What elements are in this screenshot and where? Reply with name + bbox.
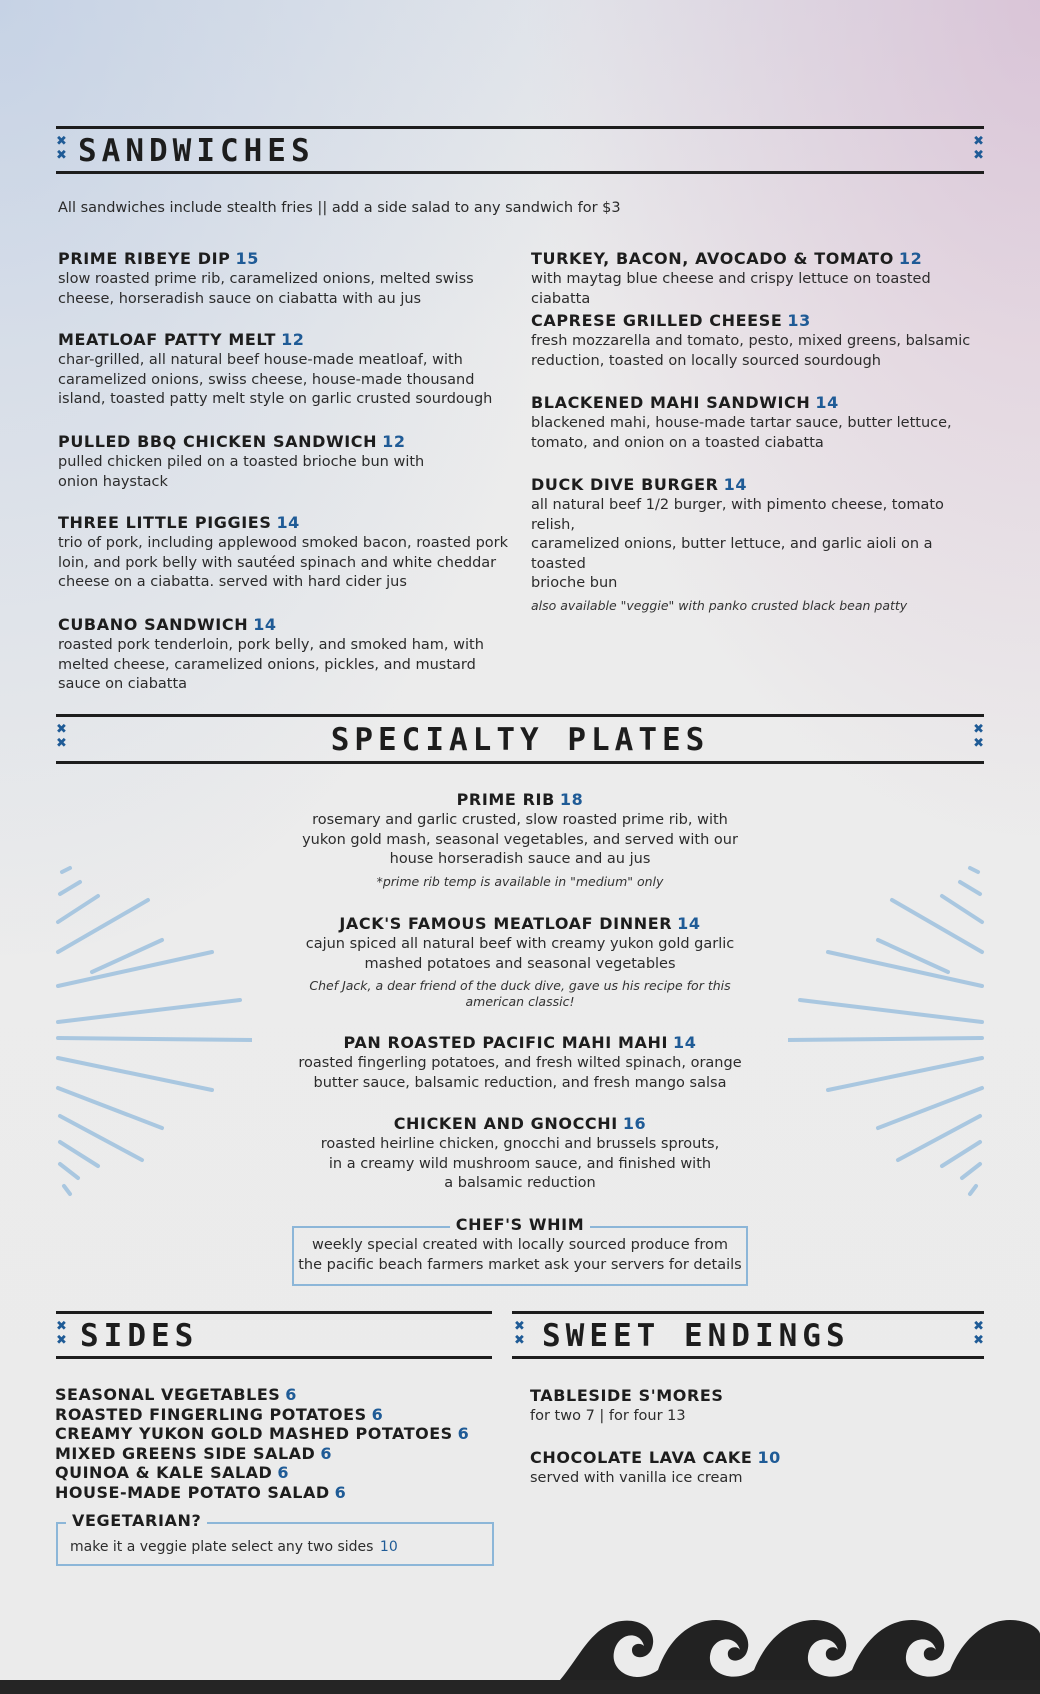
- item-name: [260, 1113, 780, 1134]
- menu-item: [260, 789, 780, 890]
- side-name: CREAMY YUKON GOLD MASHED POTATOES: [55, 1424, 453, 1443]
- item-note-line: american classic!: [465, 994, 575, 1009]
- item-desc-line: cajun spiced all natural beef with creamy yukon gold garlic: [305, 936, 735, 952]
- item-note: [260, 874, 780, 890]
- item-desc: [58, 636, 518, 695]
- item-desc-line: reduction, toasted on locally sourced sourdough: [531, 352, 881, 369]
- item-desc: [58, 453, 518, 492]
- item-price: 10: [757, 1448, 781, 1467]
- item-desc: [58, 351, 518, 410]
- item-desc-line: char-grilled, all natural beef house-made meatloaf, with: [58, 352, 463, 368]
- item-price: 12: [898, 249, 923, 268]
- side-name: ROASTED FINGERLING POTATOES: [55, 1404, 367, 1424]
- item-price: 14: [253, 615, 277, 634]
- item-desc-line: blackened mahi, house-made tartar sauce, butter lettuce,: [531, 415, 952, 431]
- menu-item: [58, 512, 518, 593]
- vegetarian-desc: make it a veggie plate select any two sides 10: [70, 1539, 398, 1555]
- item-name: [260, 913, 780, 934]
- menu-item: [58, 329, 518, 410]
- item-desc: [58, 270, 518, 309]
- item-title: TABLESIDE S'MORES: [530, 1386, 724, 1405]
- vegetarian-label: VEGETARIAN?: [66, 1511, 207, 1530]
- item-desc-line: all natural beef 1/2 burger, with pimento cheese, tomato relish,: [531, 497, 944, 533]
- menu-item: [531, 474, 991, 614]
- item-note-line: *prime rib temp is available in "medium" only: [376, 873, 664, 889]
- side-item: [55, 1405, 469, 1425]
- side-price: 6: [320, 1443, 332, 1463]
- item-name: [530, 1385, 970, 1406]
- item-title: PRIME RIBEYE DIP: [58, 249, 231, 268]
- item-desc: [531, 414, 991, 453]
- side-name: HOUSE-MADE POTATO SALAD: [55, 1482, 330, 1502]
- item-price: 14: [673, 1033, 697, 1052]
- menu-item: [58, 248, 518, 309]
- chefs-whim-box: [292, 1215, 748, 1286]
- item-desc-line: with maytag blue cheese and crispy lettuce on toasted ciabatta: [531, 271, 931, 307]
- item-desc: [531, 332, 991, 371]
- item-desc-line: mashed potatoes and seasonal vegetables: [364, 955, 676, 972]
- item-price: 14: [723, 475, 748, 494]
- menu-item: [530, 1447, 970, 1489]
- item-name: [58, 614, 518, 635]
- item-price: 12: [281, 330, 305, 349]
- menu-item: [531, 248, 991, 309]
- item-title: PAN ROASTED PACIFIC MAHI MAHI: [343, 1033, 669, 1052]
- item-desc-line: caramelized onions, swiss cheese, house-made thousand: [58, 371, 475, 388]
- item-desc-line: cheese on a ciabatta. served with hard cider jus: [58, 574, 407, 590]
- item-desc: served with vanilla ice cream: [530, 1470, 743, 1486]
- item-desc-line: rosemary and garlic crusted, slow roasted prime rib, with: [312, 812, 728, 828]
- side-name: MIXED GREENS SIDE SALAD: [55, 1443, 316, 1463]
- item-title: TURKEY, BACON, AVOCADO & TOMATO: [531, 249, 894, 268]
- item-desc-line: sauce on ciabatta: [58, 676, 188, 692]
- item-desc-line: fresh mozzarella and tomato, pesto, mixed greens, balsamic: [531, 333, 971, 349]
- item-desc: [260, 1135, 780, 1194]
- item-name: [530, 1447, 970, 1468]
- x-marks-icon: ✖ ✖: [973, 722, 984, 751]
- item-title: BLACKENED MAHI SANDWICH: [531, 393, 811, 412]
- menu-item: [260, 1032, 780, 1093]
- item-name: [58, 512, 518, 533]
- item-title: DUCK DIVE BURGER: [531, 475, 719, 494]
- side-item: [55, 1444, 469, 1464]
- item-title: CHICKEN AND GNOCCHI: [393, 1114, 618, 1133]
- item-desc-line: melted cheese, caramelized onions, pickles, and mustard: [58, 656, 476, 673]
- chefs-whim-desc: weekly special created with locally sourced produce from the pacific beach farmers market ask your servers for details: [298, 1237, 742, 1273]
- item-desc-line: onion haystack: [58, 473, 168, 490]
- menu-item: [260, 913, 780, 1010]
- side-price: 6: [285, 1385, 297, 1404]
- item-desc-line: a balsamic reduction: [444, 1175, 596, 1191]
- side-name: SEASONAL VEGETABLES: [55, 1385, 281, 1404]
- side-item: [55, 1385, 469, 1405]
- menu-item: [530, 1385, 970, 1427]
- bottom-strip: [0, 1680, 1040, 1694]
- item-note: also available "veggie" with panko crusted black bean patty: [531, 597, 908, 613]
- side-price: 6: [371, 1404, 384, 1424]
- item-desc-line: butter sauce, balsamic reduction, and fresh mango salsa: [313, 1074, 727, 1091]
- item-note-line: Chef Jack, a dear friend of the duck dive, gave us his recipe for this: [309, 978, 731, 993]
- x-marks-icon: ✖ ✖: [56, 1319, 67, 1348]
- item-desc: [260, 935, 780, 974]
- item-desc-line: cheese, horseradish sauce on ciabatta with au jus: [58, 290, 422, 307]
- sides-list: [55, 1385, 469, 1502]
- item-name: [260, 789, 780, 810]
- item-desc-line: tomato, and onion on a toasted ciabatta: [531, 434, 824, 451]
- item-desc-line: brioche bun: [531, 575, 618, 591]
- burst-right-icon: [788, 860, 988, 1200]
- item-name: [531, 392, 991, 413]
- section-title-specialty: SPECIALTY PLATES: [330, 722, 710, 758]
- item-desc-line: caramelized onions, butter lettuce, and garlic aioli on a toasted: [531, 536, 933, 572]
- x-marks-icon: ✖ ✖: [56, 722, 67, 751]
- menu-item: [58, 431, 518, 492]
- item-desc: [260, 1054, 780, 1093]
- item-desc-line: trio of pork, including applewood smoked bacon, roasted pork: [58, 535, 509, 551]
- item-desc-line: in a creamy wild mushroom sauce, and finished with: [328, 1155, 712, 1172]
- x-marks-icon: ✖ ✖: [514, 1319, 525, 1348]
- item-price: 16: [622, 1114, 647, 1133]
- menu-item: [58, 614, 518, 695]
- item-desc-line: slow roasted prime rib, caramelized onions, melted swiss: [58, 271, 474, 287]
- item-title: PRIME RIB: [456, 790, 555, 809]
- item-price: 12: [382, 432, 406, 451]
- side-price: 6: [457, 1424, 470, 1443]
- side-price: 6: [334, 1482, 347, 1502]
- section-title-sides: SIDES: [80, 1318, 199, 1354]
- item-desc: [531, 270, 991, 309]
- vegetarian-price: 10: [379, 1539, 398, 1555]
- item-desc: for two 7 | for four 13: [530, 1408, 686, 1424]
- item-title: JACK'S FAMOUS MEATLOAF DINNER: [339, 914, 673, 933]
- menu-item: [531, 310, 991, 371]
- x-marks-icon: ✖ ✖: [56, 134, 67, 163]
- item-title: CAPRESE GRILLED CHEESE: [531, 311, 783, 330]
- item-name: [58, 431, 518, 452]
- item-price: 13: [787, 311, 811, 330]
- side-price: 6: [277, 1463, 289, 1482]
- item-name: [531, 474, 991, 495]
- item-title: CHOCOLATE LAVA CAKE: [530, 1448, 753, 1467]
- vegetarian-box: [56, 1511, 494, 1566]
- item-desc-line: roasted heirline chicken, gnocchi and brussels sprouts,: [320, 1136, 720, 1152]
- item-desc-line: roasted fingerling potatoes, and fresh wilted spinach, orange: [298, 1055, 742, 1071]
- side-item: [55, 1424, 469, 1444]
- item-desc: [531, 496, 991, 594]
- specialty-header: [56, 714, 984, 764]
- x-marks-icon: ✖ ✖: [973, 134, 984, 163]
- item-desc-line: island, toasted patty melt style on garlic crusted sourdough: [58, 391, 493, 407]
- section-title-sweet: SWEET ENDINGS: [542, 1318, 850, 1354]
- item-price: 14: [677, 914, 701, 933]
- item-desc-line: loin, and pork belly with sautéed spinach and white cheddar: [58, 554, 497, 571]
- item-title: THREE LITTLE PIGGIES: [58, 513, 272, 532]
- burst-left-icon: [52, 860, 252, 1200]
- sweet-header: [512, 1311, 984, 1359]
- item-desc: [260, 811, 780, 870]
- item-price: 15: [235, 249, 259, 268]
- section-title-sandwiches: SANDWICHES: [78, 133, 315, 169]
- item-price: 14: [815, 393, 839, 412]
- side-item: [55, 1463, 469, 1483]
- item-name: [58, 248, 518, 269]
- item-name: [58, 329, 518, 350]
- x-marks-icon: ✖ ✖: [973, 1319, 984, 1348]
- item-desc-line: yukon gold mash, seasonal vegetables, and served with our: [302, 831, 738, 848]
- menu-item: [531, 392, 991, 453]
- chefs-whim-label: CHEF'S WHIM: [450, 1215, 591, 1234]
- side-item: [55, 1483, 469, 1503]
- item-desc-line: house horseradish sauce and au jus: [389, 851, 651, 867]
- item-title: CUBANO SANDWICH: [58, 615, 249, 634]
- sandwiches-header: [56, 126, 984, 174]
- item-title: MEATLOAF PATTY MELT: [58, 330, 277, 349]
- side-name: QUINOA & KALE SALAD: [55, 1463, 273, 1482]
- item-desc-line: roasted pork tenderloin, pork belly, and smoked ham, with: [58, 637, 484, 653]
- sandwiches-intro: All sandwiches include stealth fries || add a side salad to any sandwich for $3: [58, 200, 621, 216]
- item-desc: [58, 534, 518, 593]
- item-name: [531, 310, 991, 331]
- item-title: PULLED BBQ CHICKEN SANDWICH: [58, 432, 378, 451]
- sides-header: [56, 1311, 492, 1359]
- item-price: 18: [559, 790, 584, 809]
- item-name: [260, 1032, 780, 1053]
- item-name: [531, 248, 991, 269]
- menu-item: [260, 1113, 780, 1194]
- item-price: 14: [276, 513, 300, 532]
- item-desc-line: pulled chicken piled on a toasted brioche bun with: [58, 454, 425, 470]
- item-note: [260, 978, 780, 1010]
